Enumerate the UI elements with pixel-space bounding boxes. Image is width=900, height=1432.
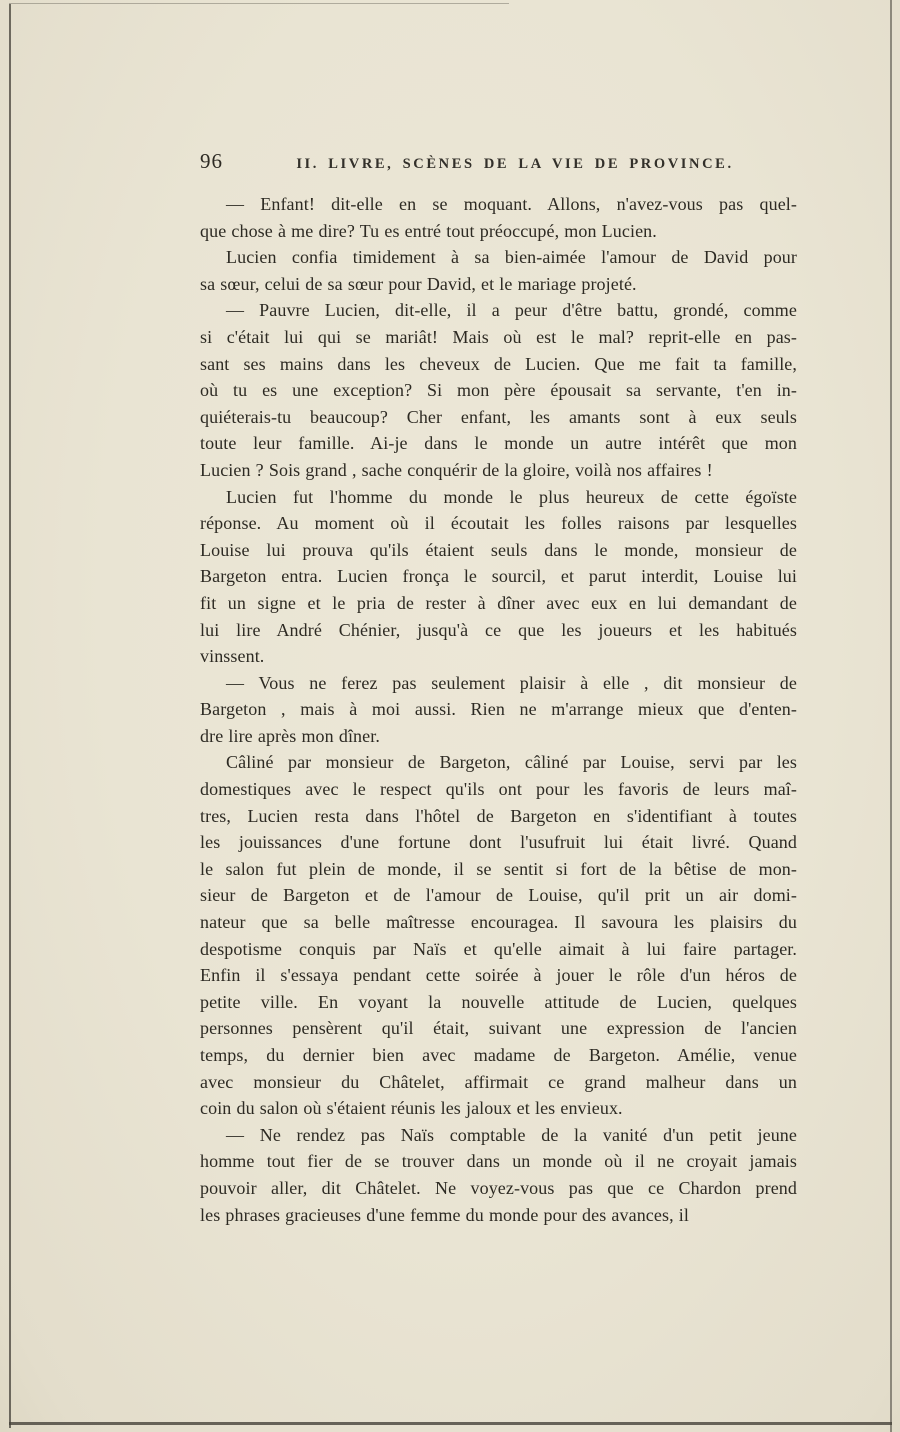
text-line: — Pauvre Lucien, dit-elle, il a peur d'être battu, grondé, comme (226, 300, 797, 321)
text-block (200, 191, 797, 1228)
text-line: — Ne rendez pas Naïs comptable de la vanité d'un petit jeune (226, 1124, 797, 1145)
text-line: les jouissances d'une fortune dont l'usufruit lui était livré. Quand (200, 832, 797, 853)
text-line: — Vous ne ferez pas seulement plaisir à elle , dit monsieur de (226, 672, 797, 693)
text-line: Louise lui prouva qu'ils étaient seuls dans le monde, monsieur de (200, 539, 797, 560)
text-line: lui lire André Chénier, jusqu'à ce que les joueurs et les habitués (200, 619, 797, 640)
scan-edge-top (9, 3, 509, 4)
text-line: vinssent. (200, 646, 265, 667)
text-line: — Enfant! dit-elle en se moquant. Allons, n'avez-vous pas quel- (226, 194, 797, 214)
text-line: avec monsieur du Châtelet, affirmait ce grand malheur dans un (200, 1071, 797, 1092)
text-line: Enfin il s'essaya pendant cette soirée à jouer le rôle d'un héros de (200, 965, 797, 986)
text-line: sieur de Bargeton et de l'amour de Louise, qu'il prit un air domi- (200, 885, 797, 906)
text-line: Bargeton , mais à moi aussi. Rien ne m'arrange mieux que d'enten- (200, 699, 797, 720)
text-line: dre lire après mon dîner. (200, 725, 380, 746)
text-line: Câliné par monsieur de Bargeton, câliné par Louise, servi par les (226, 752, 797, 773)
running-title: II. LIVRE, SCÈNES DE LA VIE DE PROVINCE. (296, 156, 734, 172)
page-number: 96 (200, 149, 223, 173)
text-line: si c'était lui qui se mariât! Mais où est le mal? reprit-elle en pas- (200, 326, 797, 347)
text-line: sant ses mains dans les cheveux de Lucien. Que me fait ta famille, (200, 353, 797, 374)
text-line: réponse. Au moment où il écoutait les folles raisons par lesquelles (200, 513, 797, 534)
text-line: temps, du dernier bien avec madame de Bargeton. Amélie, venue (200, 1045, 797, 1065)
page-header (200, 149, 797, 174)
text-line: Lucien ? Sois grand , sache conquérir de la gloire, voilà nos affaires ! (200, 459, 713, 480)
text-line: que chose à me dire? Tu es entré tout préoccupé, mon Lucien. (200, 220, 657, 241)
text-line: Bargeton entra. Lucien fronça le sourcil, et parut interdit, Louise lui (200, 566, 797, 587)
text-line: despotisme conquis par Naïs et qu'elle aimait à lui faire partager. (200, 938, 797, 959)
scan-edge-left (9, 4, 11, 1428)
text-line: tres, Lucien resta dans l'hôtel de Bargeton en s'identifiant à toutes (200, 805, 797, 826)
text-line: Lucien fut l'homme du monde le plus heureux de cette égoïste (226, 486, 797, 507)
text-line: coin du salon où s'étaient réunis les jaloux et les envieux. (200, 1098, 623, 1119)
text-line: les phrases gracieuses d'une femme du monde pour des avances, il (200, 1204, 689, 1225)
text-line: personnes pensèrent qu'il était, suivant une expression de l'ancien (200, 1018, 797, 1039)
text-line: domestiques avec le respect qu'ils ont pour les favoris de leurs maî- (200, 779, 797, 800)
text-line: toute leur famille. Ai-je dans le monde un autre intérêt que mon (200, 433, 797, 454)
text-line: homme tout fier de se trouver dans un monde où il ne croyait jamais (200, 1151, 797, 1172)
scan-edge-bottom (9, 1422, 892, 1425)
text-line: fit un signe et le pria de rester à dîner avec eux en lui demandant de (200, 592, 797, 613)
text-line: Lucien confia timidement à sa bien-aimée l'amour de David pour (226, 247, 797, 268)
text-line: nateur que sa belle maîtresse encouragea. Il savoura les plaisirs du (200, 912, 797, 933)
scan-edge-right (890, 0, 892, 1432)
text-line: petite ville. En voyant la nouvelle attitude de Lucien, quelques (200, 991, 797, 1012)
text-line: sa sœur, celui de sa sœur pour David, et le mariage projeté. (200, 273, 637, 294)
text-line: le salon fut plein de monde, il se sentit si fort de la bêtise de mon- (200, 858, 797, 879)
text-line: où tu es une exception? Si mon père épousait sa servante, t'en in- (200, 380, 797, 401)
text-line: quiéterais-tu beaucoup? Cher enfant, les amants sont à eux seuls (200, 406, 797, 427)
text-line: pouvoir aller, dit Châtelet. Ne voyez-vous pas que ce Chardon prend (200, 1177, 797, 1198)
